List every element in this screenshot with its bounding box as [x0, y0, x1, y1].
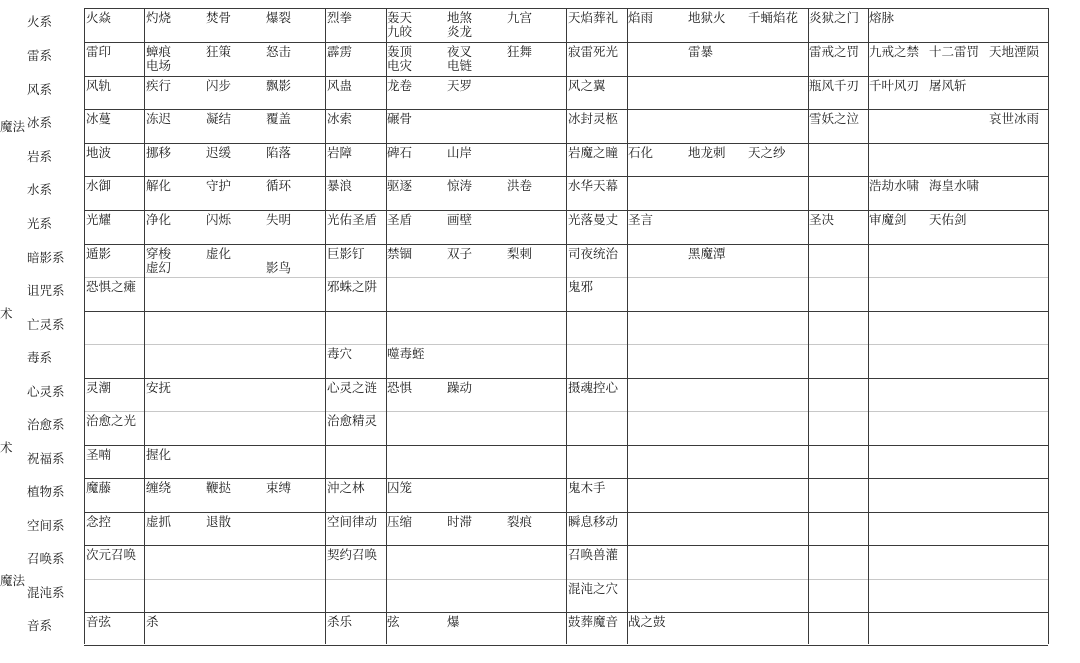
spell-cell: 轰天 九皎	[387, 10, 413, 39]
spell-cell: 鬼木手	[568, 480, 606, 495]
spell-cell: 驱逐	[387, 178, 413, 193]
spell-cell: 轰顶 电灾	[387, 44, 413, 73]
spell-cell: 疾行	[146, 78, 172, 93]
spell-cell: 解化	[146, 178, 172, 193]
spell-cell: 念控	[86, 514, 112, 529]
spell-cell: 凝结	[206, 111, 232, 126]
category-label: 岩系	[27, 149, 53, 164]
spell-cell: 惊涛	[447, 178, 473, 193]
spell-cell: 循环	[266, 178, 292, 193]
spell-cell: 风轨	[86, 78, 112, 93]
spell-cell: 挪移	[146, 145, 172, 160]
spell-cell: 冰索	[327, 111, 353, 126]
spell-cell: 雷印	[86, 44, 112, 59]
spell-cell: 闪步	[206, 78, 232, 93]
spell-cell: 噬毒蛭	[387, 346, 425, 361]
spell-cell: 夜叉 电链	[447, 44, 473, 73]
spell-cell: 审魔剑	[869, 212, 907, 227]
spell-cell: 巨影钉	[327, 246, 365, 261]
category-label: 火系	[27, 14, 53, 29]
spell-cell: 裂痕	[507, 514, 533, 529]
spell-cell: 岩魔之瞳	[568, 145, 619, 160]
spell-cell: 狂策	[206, 44, 232, 59]
spell-cell: 十二雷罚	[929, 44, 980, 59]
spell-cell: 净化	[146, 212, 172, 227]
column-divider	[1048, 8, 1049, 644]
spell-cell: 龙卷	[387, 78, 413, 93]
spell-cell: 水御	[86, 178, 112, 193]
spell-cell: 岩障	[327, 145, 353, 160]
spell-cell: 天罗	[447, 78, 473, 93]
spell-cell: 圣言	[628, 212, 654, 227]
spell-cell: 圣盾	[387, 212, 413, 227]
spell-cell: 冰蔓	[86, 111, 112, 126]
spell-cell: 躁动	[447, 380, 473, 395]
spell-cell: 恐惧	[387, 380, 413, 395]
spell-cell: 雪妖之泣	[809, 111, 860, 126]
spell-cell: 光落曼丈	[568, 212, 619, 227]
spell-cell: 地狱火	[688, 10, 726, 25]
spell-cell: 司夜统治	[568, 246, 619, 261]
spell-cell: 杀	[146, 614, 159, 629]
spell-cell: 炎狱之门	[809, 10, 860, 25]
category-label: 心灵系	[27, 384, 65, 399]
category-label: 音系	[27, 618, 53, 633]
spell-cell: 风之翼	[568, 78, 606, 93]
row-divider	[84, 645, 1048, 646]
spell-cell: 九戒之禁	[869, 44, 920, 59]
spell-cell: 爆	[447, 614, 460, 629]
spell-cell: 虚化	[206, 246, 232, 261]
category-label: 治愈系	[27, 417, 65, 432]
spell-cell: 鞭挞	[206, 480, 232, 495]
spell-cell: 迟缓	[206, 145, 232, 160]
spell-cell: 天地湮陨	[989, 44, 1040, 59]
spell-cell: 退散	[206, 514, 232, 529]
spell-cell: 时滞	[447, 514, 473, 529]
spell-cell: 空间律动	[327, 514, 378, 529]
spell-cell: 毒穴	[327, 346, 353, 361]
spell-cell: 魔藤	[86, 480, 112, 495]
spell-cell: 飘影	[266, 78, 292, 93]
spell-cell: 浩劫水啸	[869, 178, 920, 193]
spell-cell: 摄魂控心	[568, 380, 619, 395]
category-label: 光系	[27, 216, 53, 231]
spell-cell: 弦	[387, 614, 400, 629]
spell-cell: 冰封灵柩	[568, 111, 619, 126]
spell-cell: 火焱	[86, 10, 112, 25]
category-label: 雷系	[27, 48, 53, 63]
category-label: 风系	[27, 82, 53, 97]
spell-cell: 天佑剑	[929, 212, 967, 227]
spell-cell: 鼓葬魔音	[568, 614, 619, 629]
spell-cell: 怒击	[266, 44, 292, 59]
spell-cell: 画壁	[447, 212, 473, 227]
spell-cell: 禁锢	[387, 246, 413, 261]
spell-cell: 山岸	[447, 145, 473, 160]
spell-cell: 遁影	[86, 246, 112, 261]
spell-cell: 双子	[447, 246, 473, 261]
category-label: 召唤系	[27, 551, 65, 566]
spell-cell: 影鸟	[266, 260, 292, 275]
spell-cell: 焰雨	[628, 10, 654, 25]
spell-cell: 囚笼	[387, 480, 413, 495]
spell-cell: 霹雳	[327, 44, 353, 59]
spell-cell: 千蛹焰花	[748, 10, 799, 25]
spell-cell: 狂舞	[507, 44, 533, 59]
spell-cell: 雷戒之罚	[809, 44, 860, 59]
spell-cell: 蟑痕 电场	[146, 44, 172, 73]
category-label: 亡灵系	[27, 317, 65, 332]
column-divider	[84, 8, 85, 644]
spell-cell: 安抚	[146, 380, 172, 395]
spell-cell: 九宫	[507, 10, 533, 25]
spell-cell: 陷落	[266, 145, 292, 160]
spell-cell: 石化	[628, 145, 654, 160]
spell-cell: 焚骨	[206, 10, 232, 25]
spell-cell: 海皇水啸	[929, 178, 980, 193]
spell-cell: 地波	[86, 145, 112, 160]
spell-cell: 瞬息移动	[568, 514, 619, 529]
spell-cell: 战之鼓	[628, 614, 666, 629]
spell-cell: 鬼邪	[568, 279, 594, 294]
spell-cell: 沖之林	[327, 480, 365, 495]
side-label: 术	[0, 306, 13, 321]
spell-cell: 地煞 炎龙	[447, 10, 473, 39]
spell-cell: 寂雷死光	[568, 44, 619, 59]
spell-cell: 熔脉	[869, 10, 895, 25]
spell-cell: 恐惧之瘫	[86, 279, 137, 294]
category-label: 冰系	[27, 115, 53, 130]
spell-cell: 瓶风千刃	[809, 78, 860, 93]
spell-cell: 千叶风刃	[869, 78, 920, 93]
spell-cell: 治愈之光	[86, 413, 137, 428]
spell-cell: 光耀	[86, 212, 112, 227]
spell-cell: 灵潮	[86, 380, 112, 395]
spell-cell: 暴浪	[327, 178, 353, 193]
category-label: 植物系	[27, 484, 65, 499]
spell-cell: 压缩	[387, 514, 413, 529]
category-label: 水系	[27, 182, 53, 197]
side-label: 魔法	[0, 119, 26, 134]
spell-cell: 契约召唤	[327, 547, 378, 562]
spell-cell: 屠风斩	[929, 78, 967, 93]
spell-cell: 梨刺	[507, 246, 533, 261]
spell-cell: 天之纱	[748, 145, 786, 160]
spell-cell: 雷暴	[688, 44, 714, 59]
spell-cell: 圣决	[809, 212, 835, 227]
spell-cell: 束缚	[266, 480, 292, 495]
spell-cell: 虚抓	[146, 514, 172, 529]
category-label: 暗影系	[27, 250, 65, 265]
category-label: 毒系	[27, 350, 53, 365]
spell-cell: 邪蛛之阱	[327, 279, 378, 294]
spell-cell: 召唤兽灌	[568, 547, 619, 562]
spell-cell: 光佑圣盾	[327, 212, 378, 227]
spell-cell: 碾骨	[387, 111, 413, 126]
spell-cell: 哀世冰雨	[989, 111, 1040, 126]
spell-cell: 混沌之穴	[568, 581, 619, 596]
side-label: 魔法	[0, 573, 26, 588]
category-label: 祝福系	[27, 451, 65, 466]
spell-cell: 天焰葬礼	[568, 10, 619, 25]
spell-cell: 治愈精灵	[327, 413, 378, 428]
spell-cell: 黑魔潭	[688, 246, 726, 261]
spell-cell: 烈拳	[327, 10, 353, 25]
spell-cell: 闪烁	[206, 212, 232, 227]
column-divider	[566, 8, 567, 644]
side-label: 术	[0, 440, 13, 455]
spell-cell: 爆裂	[266, 10, 292, 25]
spell-cell: 守护	[206, 178, 232, 193]
category-label: 诅咒系	[27, 283, 65, 298]
spell-cell: 覆盖	[266, 111, 292, 126]
category-label: 混沌系	[27, 585, 65, 600]
spell-cell: 缠绕	[146, 480, 172, 495]
spell-cell: 穿梭 虚幻	[146, 246, 172, 275]
spell-cell: 圣喃	[86, 447, 112, 462]
spell-cell: 地龙刺	[688, 145, 726, 160]
spell-cell: 握化	[146, 447, 172, 462]
spell-cell: 心灵之涟	[327, 380, 378, 395]
spell-cell: 杀乐	[327, 614, 353, 629]
spell-cell: 冻迟	[146, 111, 172, 126]
spell-cell: 次元召唤	[86, 547, 137, 562]
category-label: 空间系	[27, 518, 65, 533]
spell-cell: 失明	[266, 212, 292, 227]
spell-cell: 碑石	[387, 145, 413, 160]
spell-cell: 水华天幕	[568, 178, 619, 193]
spell-cell: 灼烧	[146, 10, 172, 25]
spell-cell: 音弦	[86, 614, 112, 629]
spell-cell: 风蛊	[327, 78, 353, 93]
spell-cell: 洪卷	[507, 178, 533, 193]
